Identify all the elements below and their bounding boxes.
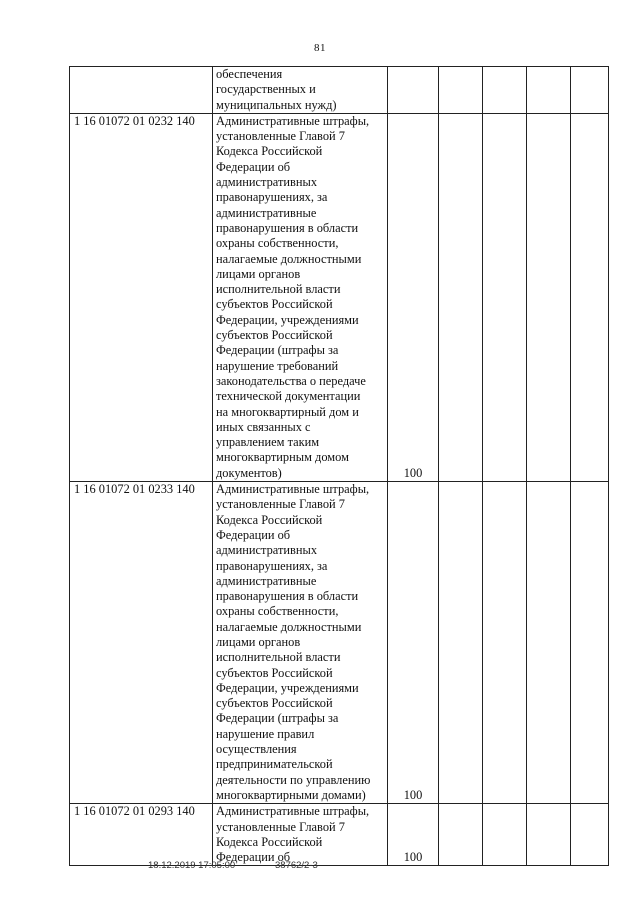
empty-cell [439, 67, 483, 114]
row-description-cell [213, 482, 388, 804]
description-line: Административные штрафы, [216, 804, 370, 819]
description-line: правонарушения в области [216, 589, 359, 604]
description-line: исполнительной власти [216, 282, 341, 297]
description-line: охраны собственности, [216, 604, 339, 619]
empty-cell [571, 804, 609, 866]
row-code-cell [70, 67, 213, 114]
description-line: Кодекса Российской [216, 834, 323, 849]
empty-cell [483, 804, 527, 866]
description-line: деятельности по управлению [216, 772, 371, 787]
description-line: технической документации [216, 389, 361, 404]
description-line: установленные Главой 7 [216, 819, 345, 834]
description-line: Административные штрафы, [216, 482, 370, 497]
empty-cell [483, 67, 527, 114]
description-line: субъектов Российской [216, 696, 333, 711]
description-line: субъектов Российской [216, 297, 333, 312]
row-description-cell [213, 804, 388, 866]
empty-cell [439, 482, 483, 804]
description-line: охраны собственности, [216, 236, 339, 251]
description-line: осуществления [216, 742, 297, 757]
description-line: управлением таким [216, 435, 320, 450]
footer-doc-number: 38762/2-3 [275, 860, 318, 871]
description-line: административные [216, 205, 317, 220]
empty-cell [527, 804, 571, 866]
description-line: предпринимательской [216, 757, 333, 772]
table-row [70, 113, 609, 481]
description-line: Федерации (штрафы за [216, 711, 339, 726]
description-line: нарушение правил [216, 726, 315, 741]
row-description-cell [213, 67, 388, 114]
description-line: Федерации об [216, 159, 291, 174]
description-line: иных связанных с [216, 419, 311, 434]
page-number: 81 [314, 42, 326, 54]
description-line: установленные Главой 7 [216, 497, 345, 512]
row-code-cell: 1 16 01072 01 0293 140 [70, 804, 213, 866]
row-code-cell: 1 16 01072 01 0233 140 [70, 482, 213, 804]
table-row [70, 804, 609, 866]
empty-cell [571, 482, 609, 804]
description-line: правонарушения в области [216, 220, 359, 235]
description-line: лицами органов [216, 266, 301, 281]
description-line: административных [216, 175, 318, 190]
description-line: документов) [216, 465, 282, 480]
description-line: Федерации об [216, 850, 291, 865]
row-amount-cell: 100 [388, 113, 439, 481]
description-line: государственных и [216, 82, 316, 97]
empty-cell [571, 113, 609, 481]
table-row [70, 482, 609, 804]
description-line: субъектов Российской [216, 665, 333, 680]
description-line: административные [216, 573, 317, 588]
empty-cell [483, 482, 527, 804]
empty-cell [527, 67, 571, 114]
description-line: установленные Главой 7 [216, 129, 345, 144]
description-line: административных [216, 543, 318, 558]
empty-cell [527, 482, 571, 804]
row-code-cell: 1 16 01072 01 0232 140 [70, 113, 213, 481]
row-amount-cell: 100 [388, 482, 439, 804]
table-row [70, 67, 609, 114]
description-line: исполнительной власти [216, 650, 341, 665]
description-line: правонарушениях, за [216, 190, 328, 205]
budget-table [69, 66, 609, 866]
description-line: лицами органов [216, 634, 301, 649]
description-line: многоквартирным домом [216, 450, 349, 465]
description-line: Административные штрафы, [216, 113, 370, 128]
description-line: субъектов Российской [216, 328, 333, 343]
description-line: налагаемые должностными [216, 251, 362, 266]
footer-timestamp: 18.12.2019 17:05:00 [148, 860, 236, 871]
description-line: правонарушениях, за [216, 558, 328, 573]
description-line: Федерации, учреждениями [216, 680, 359, 695]
row-description-cell [213, 113, 388, 481]
description-line: налагаемые должностными [216, 619, 362, 634]
description-line: Кодекса Российской [216, 144, 323, 159]
description-line: нарушение требований [216, 358, 339, 373]
table-body [70, 67, 609, 866]
description-line: обеспечения [216, 67, 283, 81]
empty-cell [527, 113, 571, 481]
description-line: законодательства о передаче [216, 373, 366, 388]
description-line: Кодекса Российской [216, 512, 323, 527]
empty-cell [571, 67, 609, 114]
row-amount-cell: 100 [388, 804, 439, 866]
description-line: многоквартирными домами) [216, 787, 366, 802]
description-line: муниципальных нужд) [216, 97, 337, 112]
description-line: Федерации, учреждениями [216, 312, 359, 327]
empty-cell [439, 113, 483, 481]
empty-cell [483, 113, 527, 481]
row-amount-cell [388, 67, 439, 114]
description-line: Федерации (штрафы за [216, 343, 339, 358]
empty-cell [439, 804, 483, 866]
description-line: Федерации об [216, 527, 291, 542]
description-line: на многоквартирный дом и [216, 404, 359, 419]
